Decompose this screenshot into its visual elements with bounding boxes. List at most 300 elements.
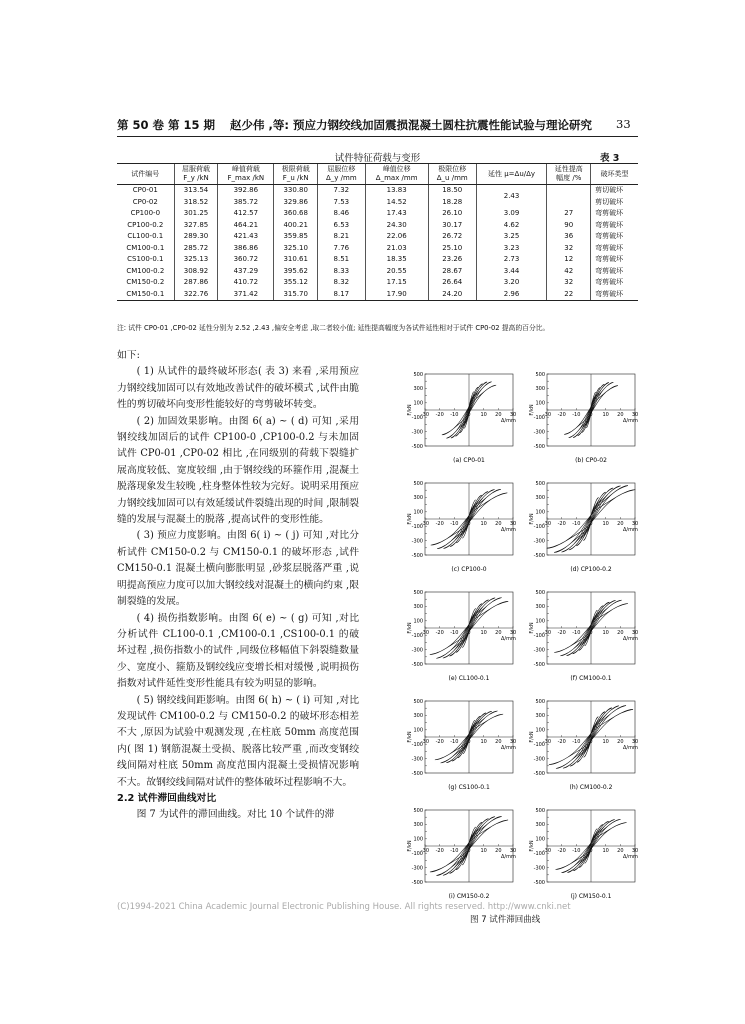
y-axis-label: F/kN xyxy=(407,404,413,416)
panel-1 xyxy=(407,372,516,464)
x-tick-label: -10 xyxy=(572,630,581,636)
y-axis-label: F/kN xyxy=(529,404,535,416)
x-tick-label: 0 xyxy=(467,848,471,854)
y-tick-label: 500 xyxy=(413,480,423,487)
cell-fu: 355.12 xyxy=(274,277,318,289)
x-tick-label: -20 xyxy=(435,521,444,527)
table-row xyxy=(117,208,638,220)
x-axis-label: Δ/mm xyxy=(623,636,638,642)
x-tick-label: -30 xyxy=(542,630,552,636)
cell-du: 26.72 xyxy=(428,231,476,243)
panel-label: (f) CM100-0.1 xyxy=(570,675,612,682)
panel-2 xyxy=(529,372,638,464)
cell-mu: 3.25 xyxy=(476,231,547,243)
x-tick-label: 0 xyxy=(467,630,471,636)
x-tick-label: -30 xyxy=(420,739,430,745)
y-tick-label: -300 xyxy=(533,429,545,436)
x-tick-label: 10 xyxy=(602,630,609,636)
x-tick-label: 30 xyxy=(631,412,639,418)
cell-type: 剪切破坏 xyxy=(591,197,638,209)
cell-fmax: 412.57 xyxy=(218,208,274,220)
cell-fy: 308.92 xyxy=(174,266,218,278)
cell-fu: 395.62 xyxy=(274,266,318,278)
cell-inc: 22 xyxy=(547,289,591,301)
y-tick-label: -500 xyxy=(411,661,423,668)
y-tick-label: 500 xyxy=(535,371,545,378)
cell-dy: 7.32 xyxy=(318,185,366,197)
x-tick-label: 20 xyxy=(495,848,502,854)
x-tick-label: -20 xyxy=(557,630,566,636)
y-tick-label: 300 xyxy=(413,713,423,720)
cell-id: CP100-0.2 xyxy=(127,220,164,229)
cell-du: 26.10 xyxy=(428,208,476,220)
y-tick-label: 500 xyxy=(535,480,545,487)
y-tick-label: -300 xyxy=(411,865,423,872)
x-tick-label: -20 xyxy=(435,412,444,418)
body-column xyxy=(117,348,359,824)
cell-inc: 90 xyxy=(547,220,591,232)
cell-fu: 359.85 xyxy=(274,231,318,243)
panel-label: (j) CM150-0.1 xyxy=(570,893,612,900)
x-tick-label: 30 xyxy=(631,630,639,636)
x-tick-label: 0 xyxy=(467,739,471,745)
x-tick-label: -20 xyxy=(435,739,444,745)
cell-fu: 315.70 xyxy=(274,289,318,301)
cell-mu: 3.44 xyxy=(476,266,547,278)
cell-fy: 313.54 xyxy=(174,185,218,197)
table-row xyxy=(117,197,638,209)
cell-du: 23.26 xyxy=(428,254,476,266)
cell-fu: 310.61 xyxy=(274,254,318,266)
panel-10 xyxy=(529,808,638,900)
cell-du: 18.28 xyxy=(428,197,476,209)
y-tick-label: -500 xyxy=(533,879,545,886)
x-tick-label: -10 xyxy=(572,739,581,745)
cell-fy: 325.13 xyxy=(174,254,218,266)
x-tick-label: -20 xyxy=(557,848,566,854)
paragraph-1: ( 1) 从试件的最终破坏形态( 表 3) 来看 ,采用预应力钢绞线加固可以有效地改善试件的破坏模式 ,试件由脆性的剪切破坏向变形性能较好的弯剪破坏转变。 xyxy=(117,366,359,411)
th-ductility: 延性 μ=Δu/Δy xyxy=(476,164,547,185)
x-tick-label: 0 xyxy=(589,848,593,854)
table-row xyxy=(117,185,638,197)
x-tick-label: -30 xyxy=(542,739,552,745)
cell-dmax: 18.35 xyxy=(365,254,428,266)
cell-du: 28.67 xyxy=(428,266,476,278)
y-tick-label: 100 xyxy=(535,509,545,516)
cell-inc: 42 xyxy=(547,266,591,278)
x-tick-label: 10 xyxy=(480,630,487,636)
y-tick-label: 300 xyxy=(413,495,423,502)
cell-dy: 8.33 xyxy=(318,266,366,278)
cell-dy: 8.32 xyxy=(318,277,366,289)
cell-id: CP0-02 xyxy=(132,197,158,206)
y-tick-label: -300 xyxy=(411,647,423,654)
x-tick-label: -20 xyxy=(557,412,566,418)
y-tick-label: 500 xyxy=(535,807,545,814)
cell-dy: 7.76 xyxy=(318,243,366,255)
x-tick-label: 10 xyxy=(602,848,609,854)
x-tick-label: 30 xyxy=(509,739,517,745)
x-axis-label: Δ/mm xyxy=(623,745,638,751)
cell-mu: 3.23 xyxy=(476,243,547,255)
y-tick-label: 300 xyxy=(535,604,545,611)
y-tick-label: 100 xyxy=(535,727,545,734)
panel-9 xyxy=(407,808,516,900)
x-tick-label: 20 xyxy=(617,412,624,418)
x-axis-label: Δ/mm xyxy=(623,418,638,424)
y-tick-label: 300 xyxy=(535,822,545,829)
table-row xyxy=(117,243,638,255)
cell-inc: 32 xyxy=(547,277,591,289)
y-tick-label: -500 xyxy=(411,879,423,886)
cell-du: 18.50 xyxy=(428,185,476,197)
y-tick-label: -100 xyxy=(533,742,545,748)
y-tick-label: -500 xyxy=(411,770,423,777)
x-tick-label: 20 xyxy=(495,630,502,636)
table-row xyxy=(117,254,638,266)
x-tick-label: 10 xyxy=(602,739,609,745)
cell-dmax: 17.43 xyxy=(365,208,428,220)
y-tick-label: -500 xyxy=(411,552,423,559)
panel-7 xyxy=(407,699,516,791)
paragraph-5: ( 5) 钢绞线间距影响。由图 6( h) ~ ( i) 可知 ,对比发现试件 CM100-0.2 与 CM150-0.2 的破坏形态相差不大 ,原因为试验中观测发现 ,在柱底 50mm 高度范围内( 图 1) 钢筋混凝土受损、脱落比较严重 ,而改变钢绞线间隔对柱底 50mm 高度范围内混凝土受损情况影响不大。故钢绞线间隔对试件的整体破坏过程影响不大。 xyxy=(117,694,359,788)
cell-du: 24.20 xyxy=(428,289,476,301)
panel-label: (c) CP100-0 xyxy=(451,566,487,573)
x-tick-label: -30 xyxy=(542,848,552,854)
table-row xyxy=(117,266,638,278)
y-tick-label: -100 xyxy=(411,415,423,421)
y-tick-label: 300 xyxy=(535,713,545,720)
x-axis-label: Δ/mm xyxy=(501,527,516,533)
cell-inc xyxy=(547,185,591,197)
y-tick-label: -100 xyxy=(411,524,423,530)
x-tick-label: -10 xyxy=(572,848,581,854)
table-note: 注: 试件 CP0-01 ,CP0-02 延性分别为 2.52 ,2.43 ,偏安全考虑 ,取二者较小值; 延性提高幅度为各试件延性相对于试件 CP0-02 提高的百分比。 xyxy=(117,324,550,332)
x-tick-label: 10 xyxy=(602,412,609,418)
cell-fy: 285.72 xyxy=(174,243,218,255)
y-tick-label: -100 xyxy=(533,524,545,530)
panel-label: (e) CL100-0.1 xyxy=(448,675,490,682)
header-rule xyxy=(117,136,638,137)
x-axis-label: Δ/mm xyxy=(501,854,516,860)
y-tick-label: 100 xyxy=(413,836,423,843)
y-tick-label: -300 xyxy=(533,756,545,763)
panel-4 xyxy=(529,481,638,573)
x-tick-label: -20 xyxy=(557,739,566,745)
x-axis-label: Δ/mm xyxy=(501,636,516,642)
x-axis-label: Δ/mm xyxy=(501,418,516,424)
cell-fy: 287.86 xyxy=(174,277,218,289)
cell-dmax: 21.03 xyxy=(365,243,428,255)
paragraph-6: 图 7 为试件的滞回曲线。对比 10 个试件的滞 xyxy=(136,809,335,821)
x-axis-label: Δ/mm xyxy=(501,745,516,751)
y-tick-label: 300 xyxy=(413,822,423,829)
x-tick-label: 30 xyxy=(509,521,517,527)
cell-dmax: 17.90 xyxy=(365,289,428,301)
x-tick-label: -10 xyxy=(450,848,459,854)
cell-type: 弯剪破坏 xyxy=(591,220,638,232)
x-tick-label: 20 xyxy=(617,739,624,745)
cell-fu: 360.68 xyxy=(274,208,318,220)
cell-type: 弯剪破坏 xyxy=(591,277,638,289)
cell-type: 剪切破坏 xyxy=(591,185,638,197)
cell-fu: 330.80 xyxy=(274,185,318,197)
cell-mu: 3.20 xyxy=(476,277,547,289)
x-tick-label: 10 xyxy=(480,412,487,418)
y-tick-label: 100 xyxy=(535,836,545,843)
cell-fy: 301.25 xyxy=(174,208,218,220)
cell-du: 26.64 xyxy=(428,277,476,289)
x-tick-label: 10 xyxy=(480,521,487,527)
panel-6 xyxy=(529,590,638,682)
x-tick-label: -30 xyxy=(542,521,552,527)
y-tick-label: 100 xyxy=(535,618,545,625)
cell-fmax: 371.42 xyxy=(218,289,274,301)
cell-dy: 8.17 xyxy=(318,289,366,301)
cell-id: CM150-0.2 xyxy=(126,278,165,286)
x-tick-label: -20 xyxy=(557,521,566,527)
y-tick-label: 300 xyxy=(413,386,423,393)
y-tick-label: -100 xyxy=(411,633,423,639)
y-axis-label: F/kN xyxy=(529,513,535,525)
panel-label: (h) CM100-0.2 xyxy=(569,784,613,791)
y-tick-label: -300 xyxy=(411,538,423,545)
y-tick-label: 100 xyxy=(413,509,423,516)
paragraph-2: ( 2) 加固效果影响。由图 6( a) ~ ( d) 可知 ,采用钢绞线加固后的试件 CP100-0 ,CP100-0.2 与未加固试件 CP0-01 ,CP0-02 相比 ,在同级别的荷载下裂缝扩展高度较低、宽度较细 ,由于钢绞线的环箍作用 ,混凝土脱落现象发生较晚 ,柱身整体性较为完好。说明采用预应力钢绞线加固可以有效延缓试件裂缝出现的时间 ,限制裂缝的发展与混凝土的脱落 ,提高试件的变形性能。 xyxy=(117,415,359,526)
y-axis-label: F/kN xyxy=(407,622,413,634)
cell-type: 弯剪破坏 xyxy=(591,231,638,243)
cell-fmax: 360.72 xyxy=(218,254,274,266)
y-tick-label: 100 xyxy=(413,400,423,407)
y-tick-label: 500 xyxy=(535,698,545,705)
x-tick-label: -20 xyxy=(435,848,444,854)
watermark: (C)1994-2021 China Academic Journal Electronic Publishing House. All rights reserved. http://www.cnki.net xyxy=(117,902,571,912)
x-tick-label: 10 xyxy=(480,848,487,854)
y-tick-label: 300 xyxy=(413,604,423,611)
x-tick-label: 0 xyxy=(589,630,593,636)
results-table xyxy=(117,163,638,301)
th-failure: 破坏类型 xyxy=(591,164,638,185)
x-tick-label: 20 xyxy=(495,739,502,745)
panel-8 xyxy=(529,699,638,791)
cell-fu: 400.21 xyxy=(274,220,318,232)
th-ult-load: 极限荷载 F_u /kN xyxy=(274,164,318,185)
paragraph-3: ( 3) 预应力度影响。由图 6( i) ~ ( j) 可知 ,对比分析试件 CM150-0.2 与 CM150-0.1 的破坏形态 ,试件 CM150-0.1 混凝土横向膨胀明显 ,砂浆层脱落严重 ,说明提高预应力度可以加大钢绞线对混凝土的横向约束 ,限制裂缝的发展。 xyxy=(117,530,359,608)
cell-dy: 6.53 xyxy=(318,220,366,232)
cell-id: CM150-0.1 xyxy=(117,289,174,301)
x-tick-label: -10 xyxy=(450,630,459,636)
y-tick-label: 500 xyxy=(413,807,423,814)
cell-mu: 2.73 xyxy=(476,254,547,266)
th-peak-load: 峰值荷载 F_max /kN xyxy=(218,164,274,185)
hysteresis-panels xyxy=(397,368,642,913)
x-tick-label: -10 xyxy=(572,412,581,418)
cell-fmax: 421.43 xyxy=(218,231,274,243)
cell-dmax: 20.55 xyxy=(365,266,428,278)
table-row xyxy=(117,277,638,289)
paragraph-4: ( 4) 损伤指数影响。由图 6( e) ~ ( g) 可知 ,对比分析试件 CL100-0.1 ,CM100-0.1 ,CS100-0.1 的破坏过程 ,损伤指数小的试件 ,同级位移幅值下斜裂缝数量少、宽度小、箍筋及钢绞线应变增长相对缓慢 ,说明损伤指数对试件延性变形性能具有较为明显的影响。 xyxy=(117,612,359,690)
x-tick-label: 20 xyxy=(617,521,624,527)
x-tick-label: 20 xyxy=(495,521,502,527)
x-tick-label: -30 xyxy=(420,630,430,636)
cell-fy: 322.76 xyxy=(174,289,218,301)
y-axis-label: F/kN xyxy=(407,840,413,852)
cell-inc: 27 xyxy=(547,208,591,220)
y-tick-label: -500 xyxy=(533,552,545,559)
y-tick-label: -500 xyxy=(533,443,545,450)
cell-inc: 12 xyxy=(547,254,591,266)
y-tick-label: -300 xyxy=(533,647,545,654)
x-tick-label: 0 xyxy=(467,521,471,527)
cell-dy: 8.51 xyxy=(318,254,366,266)
journal-volume: 第 50 卷 第 15 期 xyxy=(117,118,216,132)
th-specimen: 试件编号 xyxy=(117,164,174,185)
cell-fy: 318.52 xyxy=(174,197,218,209)
cell-type: 弯剪破坏 xyxy=(591,254,638,266)
cell-du: 25.10 xyxy=(428,243,476,255)
th-peak-disp: 峰值位移 Δ_max /mm xyxy=(365,164,428,185)
table-row xyxy=(117,220,638,232)
figure-caption: 图 7 试件滞回曲线 xyxy=(470,915,541,925)
cell-fmax: 385.72 xyxy=(218,197,274,209)
table-header-row xyxy=(117,164,638,185)
cell-dmax: 13.83 xyxy=(365,185,428,197)
x-tick-label: 30 xyxy=(509,848,517,854)
cell-id: CP0-01 xyxy=(132,186,158,194)
y-axis-label: F/kN xyxy=(529,622,535,634)
table-title: 试件特征荷载与变形 xyxy=(334,153,421,164)
y-tick-label: 500 xyxy=(413,589,423,596)
x-tick-label: 10 xyxy=(480,739,487,745)
th-yield-disp: 屈服位移 Δ_y /mm xyxy=(318,164,366,185)
y-tick-label: 100 xyxy=(413,727,423,734)
cell-inc: 36 xyxy=(547,231,591,243)
y-tick-label: 300 xyxy=(535,495,545,502)
cell-fu: 329.86 xyxy=(274,197,318,209)
cell-dmax: 22.06 xyxy=(365,231,428,243)
cell-fmax: 437.29 xyxy=(218,266,274,278)
cell-id: CM100-0.1 xyxy=(126,243,165,252)
cell-fy: 289.30 xyxy=(174,231,218,243)
x-tick-label: 30 xyxy=(631,521,639,527)
table-number: 表 3 xyxy=(600,153,620,164)
y-tick-label: -100 xyxy=(533,633,545,639)
x-tick-label: 0 xyxy=(589,739,593,745)
y-axis-label: F/kN xyxy=(407,513,413,525)
cell-dy: 8.21 xyxy=(318,231,366,243)
y-tick-label: -300 xyxy=(411,429,423,436)
cell-fy: 327.85 xyxy=(174,220,218,232)
x-tick-label: 10 xyxy=(602,521,609,527)
y-tick-label: -100 xyxy=(411,742,423,748)
cell-type: 弯剪破坏 xyxy=(591,243,638,255)
x-tick-label: 0 xyxy=(467,412,471,418)
panel-3 xyxy=(407,481,516,573)
th-ult-disp: 极限位移 Δ_u /mm xyxy=(428,164,476,185)
panel-label: (i) CM150-0.2 xyxy=(448,893,490,900)
y-tick-label: -300 xyxy=(411,756,423,763)
x-tick-label: -30 xyxy=(420,848,430,854)
panel-label: (b) CP0-02 xyxy=(575,457,607,464)
cell-fmax: 410.72 xyxy=(218,277,274,289)
x-tick-label: -30 xyxy=(420,521,430,527)
x-tick-label: -30 xyxy=(542,412,552,418)
th-ductility-inc: 延性提高 幅度 /% xyxy=(547,164,591,185)
cell-du: 30.17 xyxy=(428,220,476,232)
cell-dy: 7.53 xyxy=(318,197,366,209)
x-tick-label: 30 xyxy=(509,412,517,418)
cell-type: 弯剪破坏 xyxy=(591,208,638,220)
x-tick-label: -20 xyxy=(435,630,444,636)
cell-dmax: 14.52 xyxy=(365,197,428,209)
cell-dmax: 17.15 xyxy=(365,277,428,289)
running-title: 赵少伟 ,等: 预应力钢绞线加固震损混凝土圆柱抗震性能试验与理论研究 xyxy=(230,118,592,132)
y-tick-label: 500 xyxy=(535,589,545,596)
cell-mu: 2.96 xyxy=(476,289,547,301)
cell-inc: 32 xyxy=(547,243,591,255)
y-axis-label: F/kN xyxy=(529,731,535,743)
y-tick-label: 100 xyxy=(413,618,423,625)
cell-inc xyxy=(547,197,591,209)
cell-id: CP100-0 xyxy=(130,209,161,217)
hysteresis-figure xyxy=(397,368,642,928)
x-tick-label: 0 xyxy=(589,521,593,527)
y-tick-label: -100 xyxy=(533,415,545,421)
y-tick-label: -500 xyxy=(411,443,423,450)
cell-mu: 4.62 xyxy=(476,220,547,232)
cell-fmax: 392.86 xyxy=(218,185,274,197)
cell-id: CS100-0.1 xyxy=(127,255,164,263)
y-axis-label: F/kN xyxy=(407,731,413,743)
x-tick-label: 20 xyxy=(495,412,502,418)
x-tick-label: 0 xyxy=(589,412,593,418)
page-number: 33 xyxy=(616,117,631,131)
x-tick-label: -10 xyxy=(450,412,459,418)
y-tick-label: 500 xyxy=(413,371,423,378)
cell-mu: 3.09 xyxy=(476,208,547,220)
th-yield-load: 屈服荷载 F_y /kN xyxy=(174,164,218,185)
cell-fmax: 464.21 xyxy=(218,220,274,232)
y-tick-label: 500 xyxy=(413,698,423,705)
table-row xyxy=(117,289,638,301)
y-tick-label: -100 xyxy=(411,851,423,857)
y-tick-label: -500 xyxy=(533,661,545,668)
x-axis-label: Δ/mm xyxy=(623,854,638,860)
x-tick-label: 20 xyxy=(617,848,624,854)
x-tick-label: -10 xyxy=(572,521,581,527)
cell-id: CL100-0.1 xyxy=(127,232,164,240)
x-tick-label: -10 xyxy=(450,739,459,745)
x-tick-label: 20 xyxy=(617,630,624,636)
cell-type: 弯剪破坏 xyxy=(591,266,638,278)
cell-mu: 2.43 xyxy=(476,185,547,209)
y-axis-label: F/kN xyxy=(529,840,535,852)
cell-id: CM100-0.2 xyxy=(126,266,165,275)
cell-dmax: 24.30 xyxy=(365,220,428,232)
panel-label: (a) CP0-01 xyxy=(453,457,485,464)
y-tick-label: -300 xyxy=(533,538,545,545)
cell-fu: 325.10 xyxy=(274,243,318,255)
y-tick-label: 100 xyxy=(535,400,545,407)
intro-text: 如下: xyxy=(117,350,140,361)
panel-5 xyxy=(407,590,516,682)
x-axis-label: Δ/mm xyxy=(623,527,638,533)
panel-label: (g) CS100-0.1 xyxy=(448,784,490,791)
x-tick-label: -10 xyxy=(450,521,459,527)
cell-fmax: 386.86 xyxy=(218,243,274,255)
y-tick-label: 300 xyxy=(535,386,545,393)
cell-dy: 8.46 xyxy=(318,208,366,220)
